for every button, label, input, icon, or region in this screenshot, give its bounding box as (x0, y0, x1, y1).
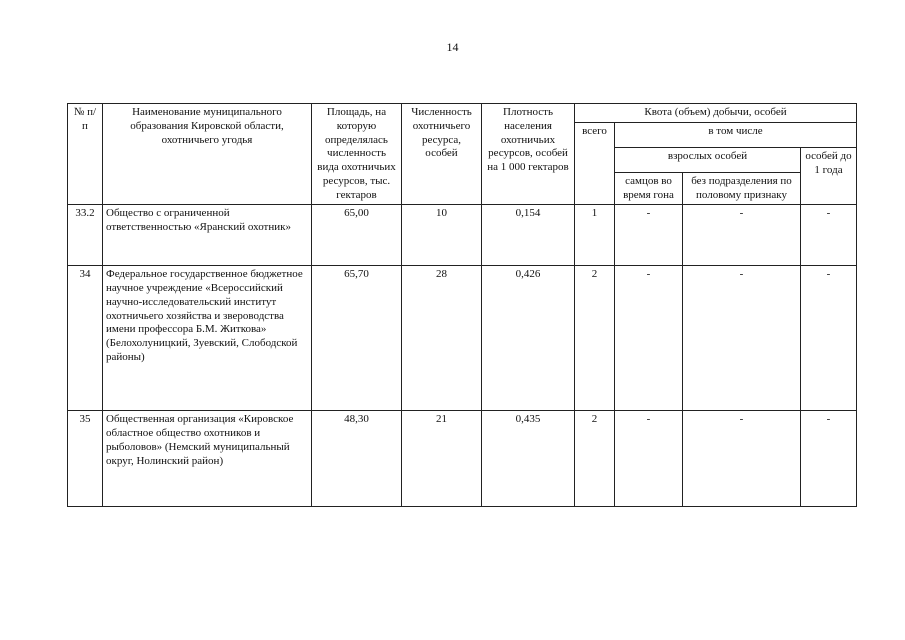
cell-name: Федеральное государственное бюджетное научное учреждение «Всероссийский научно-исследовательский институт охотничьего хозяйства и звероводства имени профессора Б.М. Житкова» (Белохолуницкий, Зуевский, Слободской районы) (103, 266, 312, 411)
cell-no-sex: - (683, 266, 801, 411)
quota-table (67, 103, 857, 507)
cell-population: 10 (402, 205, 482, 266)
header-density: Плотность населения охотничьих ресурсов, особей на 1 000 гектаров (482, 104, 575, 205)
header-total: всего (575, 122, 615, 205)
table-row (68, 411, 857, 507)
table-row (68, 205, 857, 266)
table-row (68, 266, 857, 411)
cell-num: 33.2 (68, 205, 103, 266)
cell-density: 0,426 (482, 266, 575, 411)
cell-males: - (615, 205, 683, 266)
header-including: в том числе (615, 122, 857, 147)
cell-males: - (615, 411, 683, 507)
cell-area: 65,70 (312, 266, 402, 411)
cell-density: 0,154 (482, 205, 575, 266)
cell-males: - (615, 266, 683, 411)
cell-total: 1 (575, 205, 615, 266)
header-young: особей до 1 года (801, 147, 857, 205)
cell-no-sex: - (683, 411, 801, 507)
header-num: № п/п (68, 104, 103, 205)
cell-num: 34 (68, 266, 103, 411)
cell-num: 35 (68, 411, 103, 507)
header-males: самцов во время гона (615, 172, 683, 205)
cell-total: 2 (575, 411, 615, 507)
header-row-1 (68, 104, 857, 123)
cell-name: Общественная организация «Кировское областное общество охотников и рыболовов» (Немский муниципальный округ, Нолинский район) (103, 411, 312, 507)
cell-total: 2 (575, 266, 615, 411)
cell-young: - (801, 205, 857, 266)
header-quota: Квота (объем) добычи, особей (575, 104, 857, 123)
cell-population: 28 (402, 266, 482, 411)
header-name: Наименование муниципального образования Кировской области, охотничьего угодья (103, 104, 312, 205)
header-no-sex: без подразделения по половому признаку (683, 172, 801, 205)
cell-density: 0,435 (482, 411, 575, 507)
cell-area: 65,00 (312, 205, 402, 266)
header-population: Численность охотничьего ресурса, особей (402, 104, 482, 205)
header-area: Площадь, на которую определялась численность вида охотничьих ресурсов, тыс. гектаров (312, 104, 402, 205)
cell-no-sex: - (683, 205, 801, 266)
header-adults: взрослых особей (615, 147, 801, 172)
cell-population: 21 (402, 411, 482, 507)
cell-area: 48,30 (312, 411, 402, 507)
cell-young: - (801, 266, 857, 411)
cell-young: - (801, 411, 857, 507)
page-number: 14 (446, 40, 459, 54)
cell-name: Общество с ограниченной ответственностью «Яранский охотник» (103, 205, 312, 266)
